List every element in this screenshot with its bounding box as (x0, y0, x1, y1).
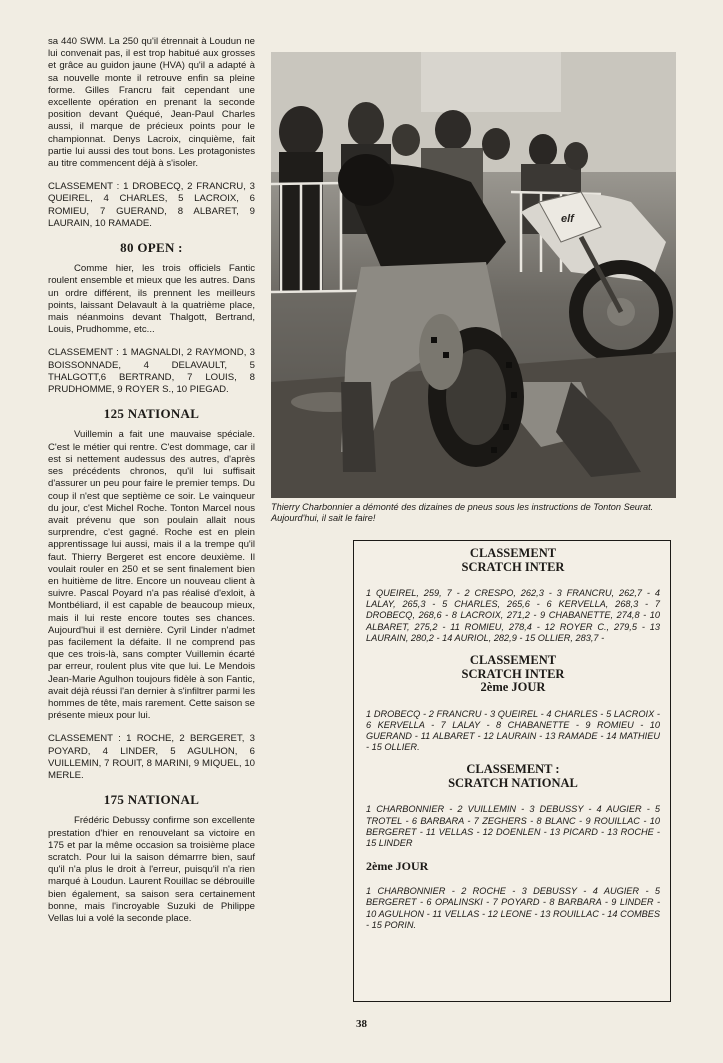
paragraph-175-national: Frédéric Debussy confirme son excellente prestation d'hier en renouvelant sa victoire en 175 et par la même occasion sa troisième place scratch. Pour lui la saison démarrre bien, sauf qu'il n'a plus le droit à l'erreur, puisqu'il n'a rien marqué à Loudun. Laurent Rouillac se débrouille bien également, sa saison sera certainement bonne, mais l'incroyable Suzuki de Philippe Vellas lui a volé la seconde place. (48, 815, 255, 924)
classement-125-national-results: CLASSEMENT : 1 ROCHE, 2 BERGERET, 3 POYARD, 4 LINDER, 5 AGULHON, 6 VUILLEMIN, 7 ROUIT, 8 MARINI, 9 MIQUEL, 10 MERLE. (48, 733, 255, 781)
paragraph-125-national: Vuillemin a fait une mauvaise spéciale. C'est le métier qui rentre. C'est dommage, car il est si nettement audessus des autres, d'après ses précédents chronos, qu'il lui suffisait d'assurer un peu pour faire le premier temps. Du coup il n'est que septième ce soir. Le vainqueur du jour, c'est Michel Roche. Tonton Marcel nous avait prévenu que son poulain allait nous surprendre, c'est gagné. Roche est en plein apprentissage lui aussi, mais il a la trempe qu'il faut. Thierry Bergeret est encore deuxième. Il voulait rouler en 250 et se sent finalement bien en huitième de litre. Encore un nouveau client à suivre. Pascal Poyard n'a pas réalisé d'exloit, à Montbéliard, il est capable de beaucoup mieux, mais il lui reste encore toutes ses chances. Aujourd'hui il est dernière. Cyril Linder n'admet pas facilement la défaite. Il ne comprend pas que ces trois-là, sans compter Vuillemin écarté par erreur, roulent plus vite que lui. Le Mendois Jean-Marie Agulhon toujours fidèle à son Fantic, avait déjà réussi l'an dernier à s'infiltrer parmi les hommes de tête, mais rarement. Cette saison se présente mieux pour lui. (48, 429, 255, 722)
results-scratch-inter-day-2: 1 DROBECQ - 2 FRANCRU - 3 QUEIREL - 4 CHARLES - 5 LACROIX - 6 KERVELLA - 7 LALAY - 8 CHABANETTE - 9 ROMIEU - 10 GUERAND - 11 ALBARET - 12 LAURAIN - 13 RAMADE - 14 MATHIEU - 15 OLLIER. (366, 708, 660, 753)
article-left-column (48, 36, 255, 936)
motocross-pit-photo (271, 52, 676, 498)
intro-paragraph: sa 440 SWM. La 250 qu'il étrennait à Loudun ne lui convenait pas, il est trop habitué aux grosses et grâce au guidon jaune (HVA) qu'il a adapté à sa nouvelle monte il retrouve enfin sa pleine forme. Gilles Francru fait cependant une excellente opération en prenant la seconde position devant Quéqué, Jean-Paul Charles aussi, il marque de précieux points pour le championnat. Denys Lacroix, cinquième, fait partie lui aussi des tout bons. Les protagonistes au titre commencent déjà à s'isoler. (48, 36, 255, 170)
results-heading-scratch-national (366, 763, 660, 790)
results-scratch-national: 1 CHARBONNIER - 2 VUILLEMIN - 3 DEBUSSY - 4 AUGIER - 5 TROTEL - 6 BARBARA - 7 ZEGHERS - 8 BLANC - 9 ROUILLAC - 10 BERGERET - 11 VELLAS - 12 DOENLEN - 13 PICARD - 13 ROCHE - 15 LINDER (366, 804, 660, 848)
results-title-1-line-2: SCRATCH INTER (461, 559, 565, 574)
results-title-3-line-2: SCRATCH NATIONAL (448, 775, 578, 790)
paragraph-80-open: Comme hier, les trois officiels Fantic roulent ensemble et mieux que les autres. Dans un ordre différent, ils prennent les meilleurs points, laissant Delavault à la quatrième place, mais néanmoins devant Thalgott, Bertrand, Louis, Prudhomme, etc... (48, 263, 255, 336)
heading-175-national: 175 NATIONAL (103, 792, 200, 808)
results-scratch-national-day-2: 1 CHARBONNIER - 2 ROCHE - 3 DEBUSSY - 4 AUGIER - 5 BERGERET - 6 OPALINSKI - 7 POYARD - 8 BARBARA - 9 LINDER - 10 AGULHON - 11 VELLAS - 12 LEONE - 13 ROUILLAC - 14 COMBES - 15 PORIN. (366, 886, 660, 930)
classement-80-open-results: CLASSEMENT : 1 MAGNALDI, 2 RAYMOND, 3 BOISSONNADE, 4 DELAVAULT, 5 THALGOTT,6 BERTRAND, 7 LOUIS, 8 PRUDHOMME, 9 ROYER S., 10 PIEGAD. (48, 347, 255, 396)
results-heading-scratch-inter-day-2 (366, 654, 660, 695)
photo-illustration (271, 52, 676, 498)
results-box (353, 540, 671, 1002)
classement-250-results: CLASSEMENT : 1 DROBECQ, 2 FRANCRU, 3 QUEIREL, 4 CHARLES, 5 LACROIX, 6 ROMIEU, 7 GUERAND, 8 ALBARET, 9 LAURAIN, 10 RAMADE. (48, 181, 255, 229)
results-title-2-line-3: 2ème JOUR (480, 680, 546, 695)
elf-sticker: elf (561, 213, 574, 225)
results-scratch-inter: 1 QUEIREL, 259, 7 - 2 CRESPO, 262,3 - 3 FRANCRU, 262,7 - 4 LALAY, 265,3 - 5 CHARLES, 265,6 - 6 KERVELLA, 268,3 - 7 DROBECQ, 268,6 - 8 LACROIX, 271,2 - 9 CHABANETTE, 274,8 - 10 ALBARET, 275,2 - 11 ROMIEU, 278,4 - 12 ROYER C., 279,5 - 13 LAURAIN, 280,2 - 14 AURIOL, 282,9 - 15 OLLIER, 283,7 - (366, 588, 660, 643)
results-title-1-line-1: CLASSEMENT (469, 546, 557, 560)
results-title-2-line-2: SCRATCH INTER (461, 666, 565, 681)
photo-caption: Thierry Charbonnier a démonté des dizaines de pneus sous les instructions de Tonton Seurat. Aujourd'hui, il sait le faire! (271, 502, 654, 524)
results-title-3-line-1: CLASSEMENT : (466, 762, 560, 777)
results-heading-scratch-inter (366, 547, 660, 574)
page-number: 38 (356, 1018, 367, 1030)
heading-125-national: 125 NATIONAL (103, 406, 200, 422)
results-title-2-line-1: CLASSEMENT (469, 653, 557, 668)
results-subtitle-day-2: 2ème JOUR (366, 859, 429, 874)
heading-80-open: 80 OPEN : (120, 240, 183, 256)
